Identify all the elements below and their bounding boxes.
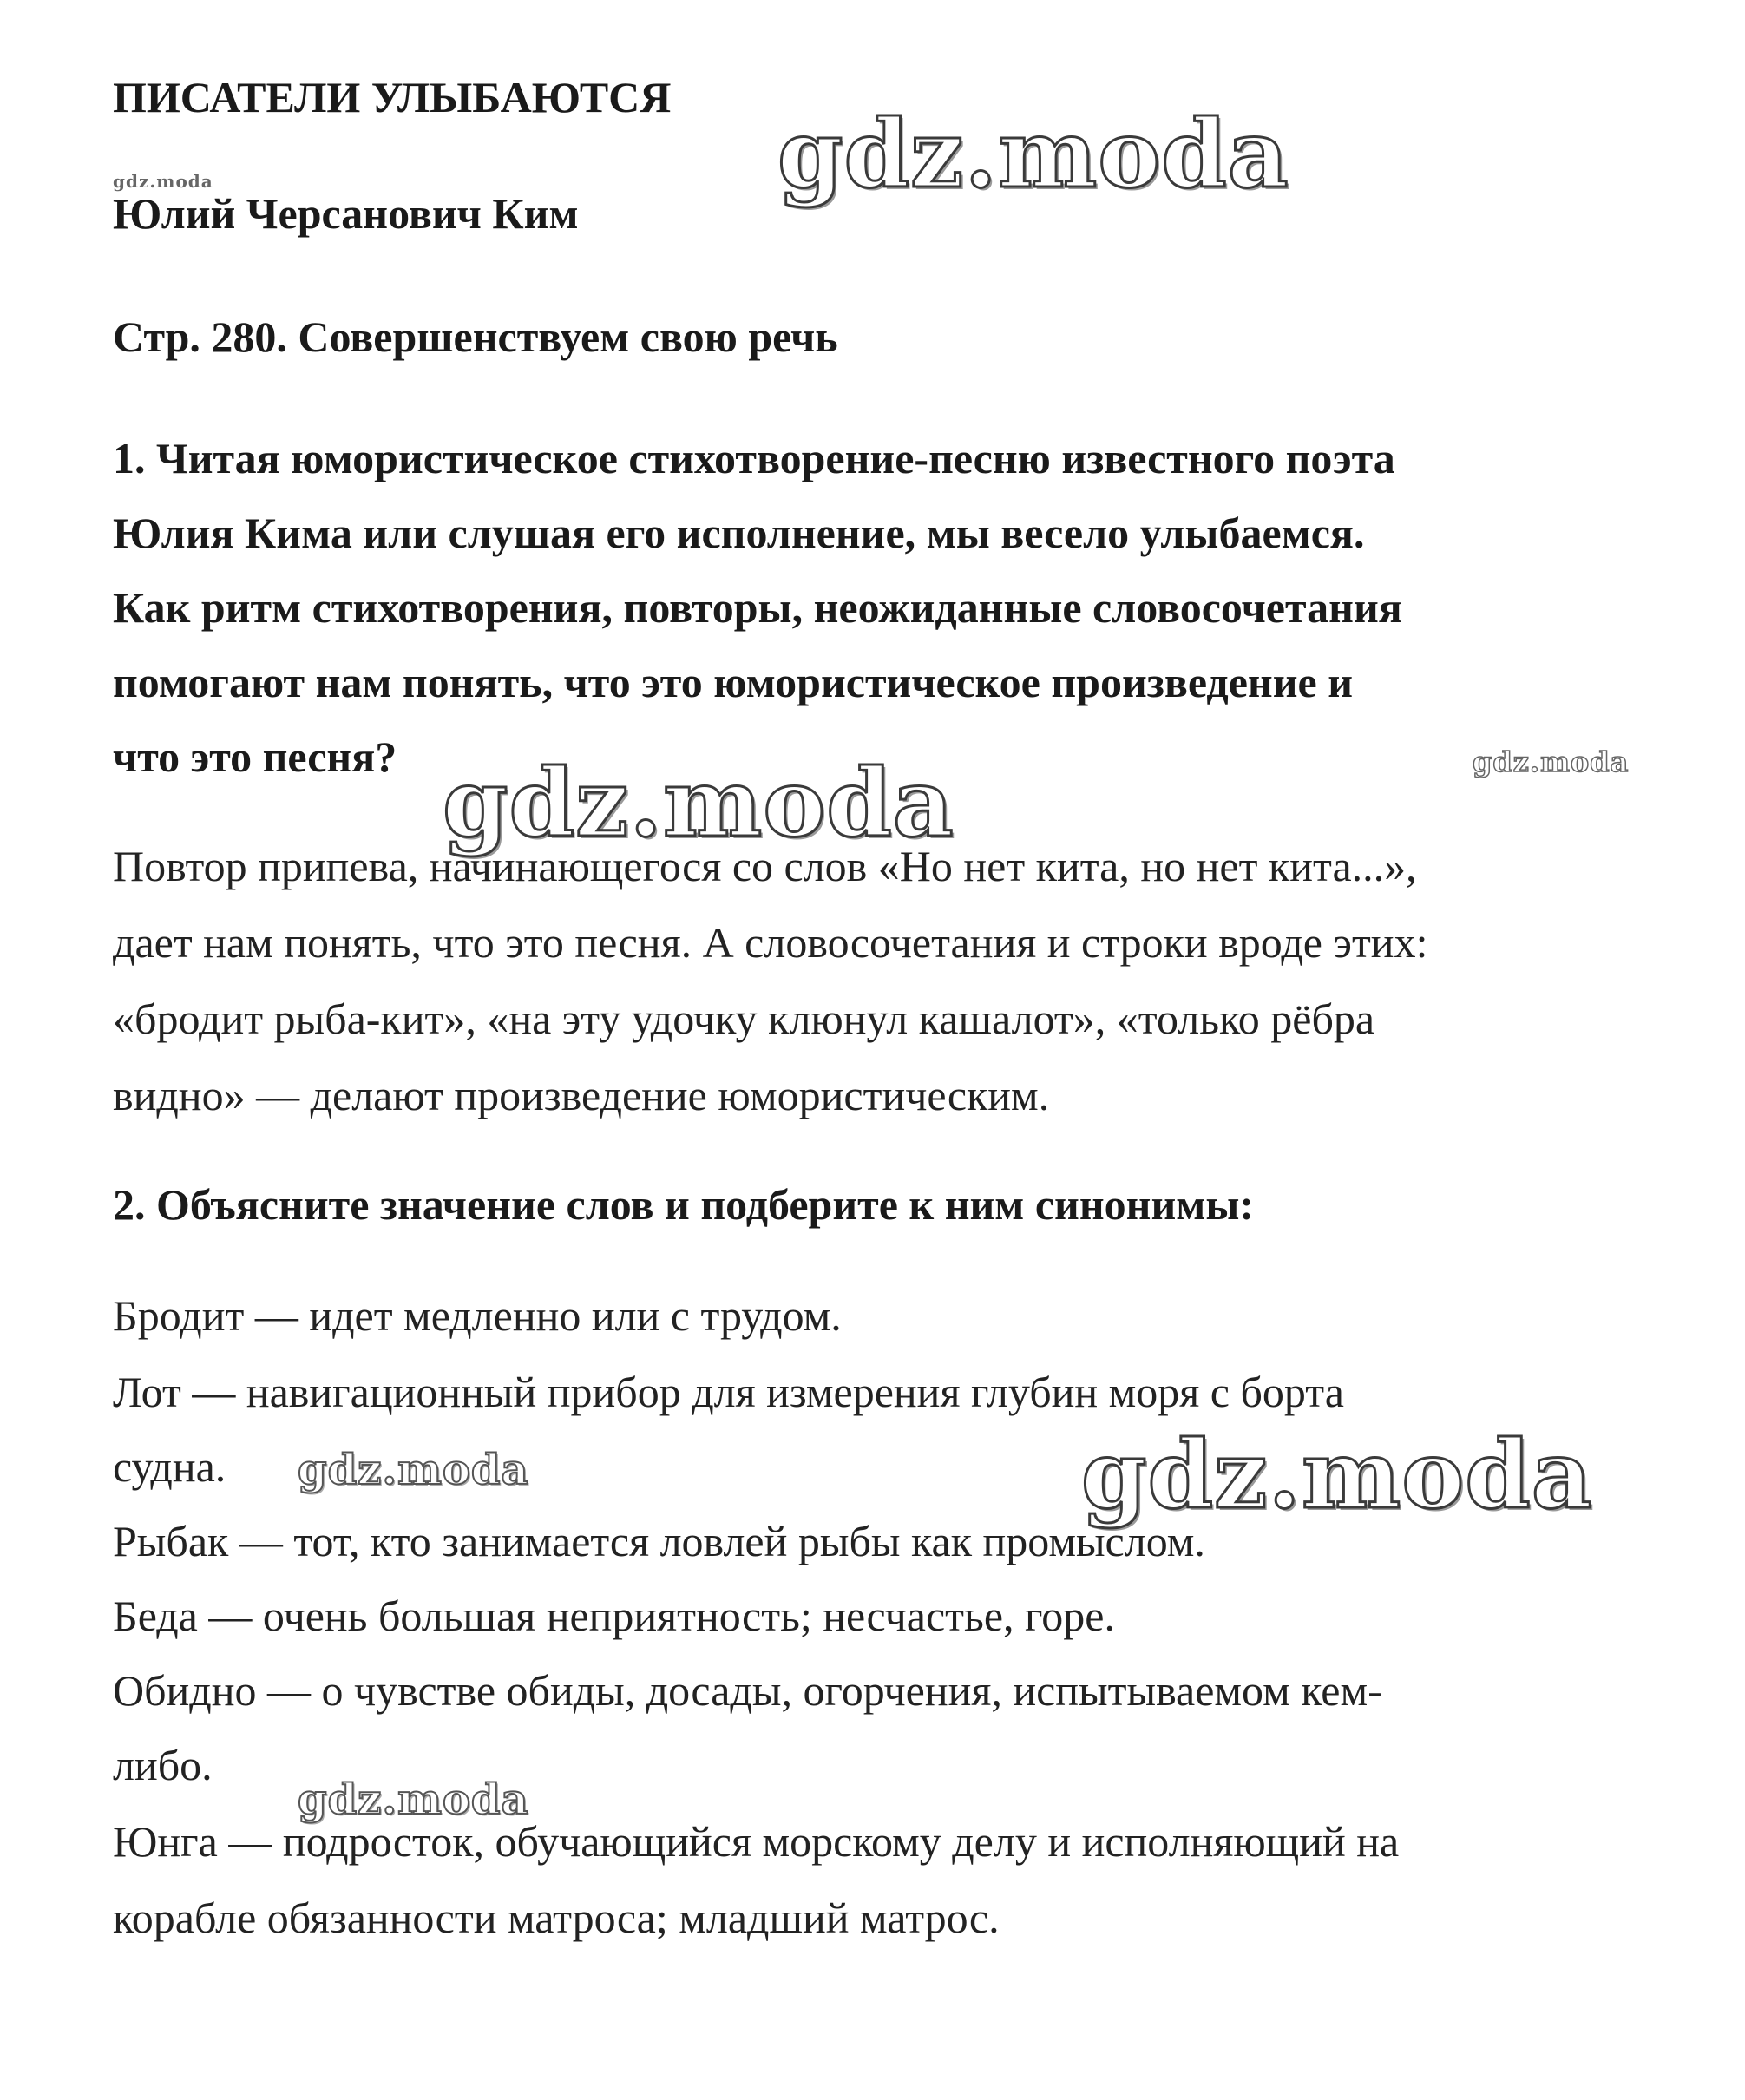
answer1-line: «бродит рыба-кит», «на эту удочку клюнул кашалот», «только рёбра bbox=[113, 994, 1375, 1043]
definition-line: Юнга — подросток, обучающийся морскому делу и исполняющий на bbox=[113, 1817, 1400, 1866]
watermark-tiny: gdz.moda bbox=[113, 171, 213, 192]
question1-line: Как ритм стихотворения, повторы, неожиданные словосочетания bbox=[113, 583, 1402, 632]
definition-line: судна. bbox=[113, 1442, 226, 1491]
definition-line: Рыбак — тот, кто занимается ловлей рыбы как промыслом. bbox=[113, 1517, 1205, 1565]
answer1-line: видно» — делают произведение юмористическим. bbox=[113, 1071, 1050, 1119]
watermark-large: gdz.moda bbox=[1081, 1421, 1593, 1530]
question1-line: помогают нам понять, что это юмористическое произведение и bbox=[113, 658, 1354, 706]
question2-text: 2. Объясните значение слов и подберите к ним синонимы: bbox=[113, 1180, 1255, 1229]
question1-line: 1. Читая юмористическое стихотворение-песню известного поэта bbox=[113, 434, 1395, 482]
definition-line: либо. bbox=[113, 1741, 213, 1789]
answer1-line: Повтор припева, начинающегося со слов «Но нет кита, но нет кита...», bbox=[113, 842, 1417, 890]
section-title: ПИСАТЕЛИ УЛЫБАЮТСЯ bbox=[113, 73, 672, 121]
watermark-medium: gdz.moda bbox=[298, 1775, 529, 1824]
watermark-small: gdz.moda bbox=[1473, 745, 1630, 778]
page-heading: Стр. 280. Совершенствуем свою речь bbox=[113, 312, 838, 361]
definition-line: Беда — очень большая неприятность; несчастье, горе. bbox=[113, 1591, 1115, 1640]
watermark-medium: gdz.moda bbox=[298, 1446, 529, 1494]
question1-line: что это песня? bbox=[113, 732, 397, 781]
watermark-large: gdz.moda bbox=[777, 100, 1289, 209]
definition-line: Лот — навигационный прибор для измерения глубин моря с борта bbox=[113, 1368, 1344, 1416]
watermark-large: gdz.moda bbox=[443, 749, 955, 858]
definition-line: корабле обязанности матроса; младший матрос. bbox=[113, 1893, 1000, 1942]
question1-line: Юлия Кима или слушая его исполнение, мы весело улыбаемся. bbox=[113, 509, 1365, 557]
definition-line: Обидно — о чувстве обиды, досады, огорчения, испытываемом кем- bbox=[113, 1666, 1382, 1715]
definition-line: Бродит — идет медленно или с трудом. bbox=[113, 1291, 842, 1340]
author-name: Юлий Черсанович Ким bbox=[113, 189, 579, 238]
answer1-line: дает нам понять, что это песня. А словосочетания и строки вроде этих: bbox=[113, 918, 1428, 967]
